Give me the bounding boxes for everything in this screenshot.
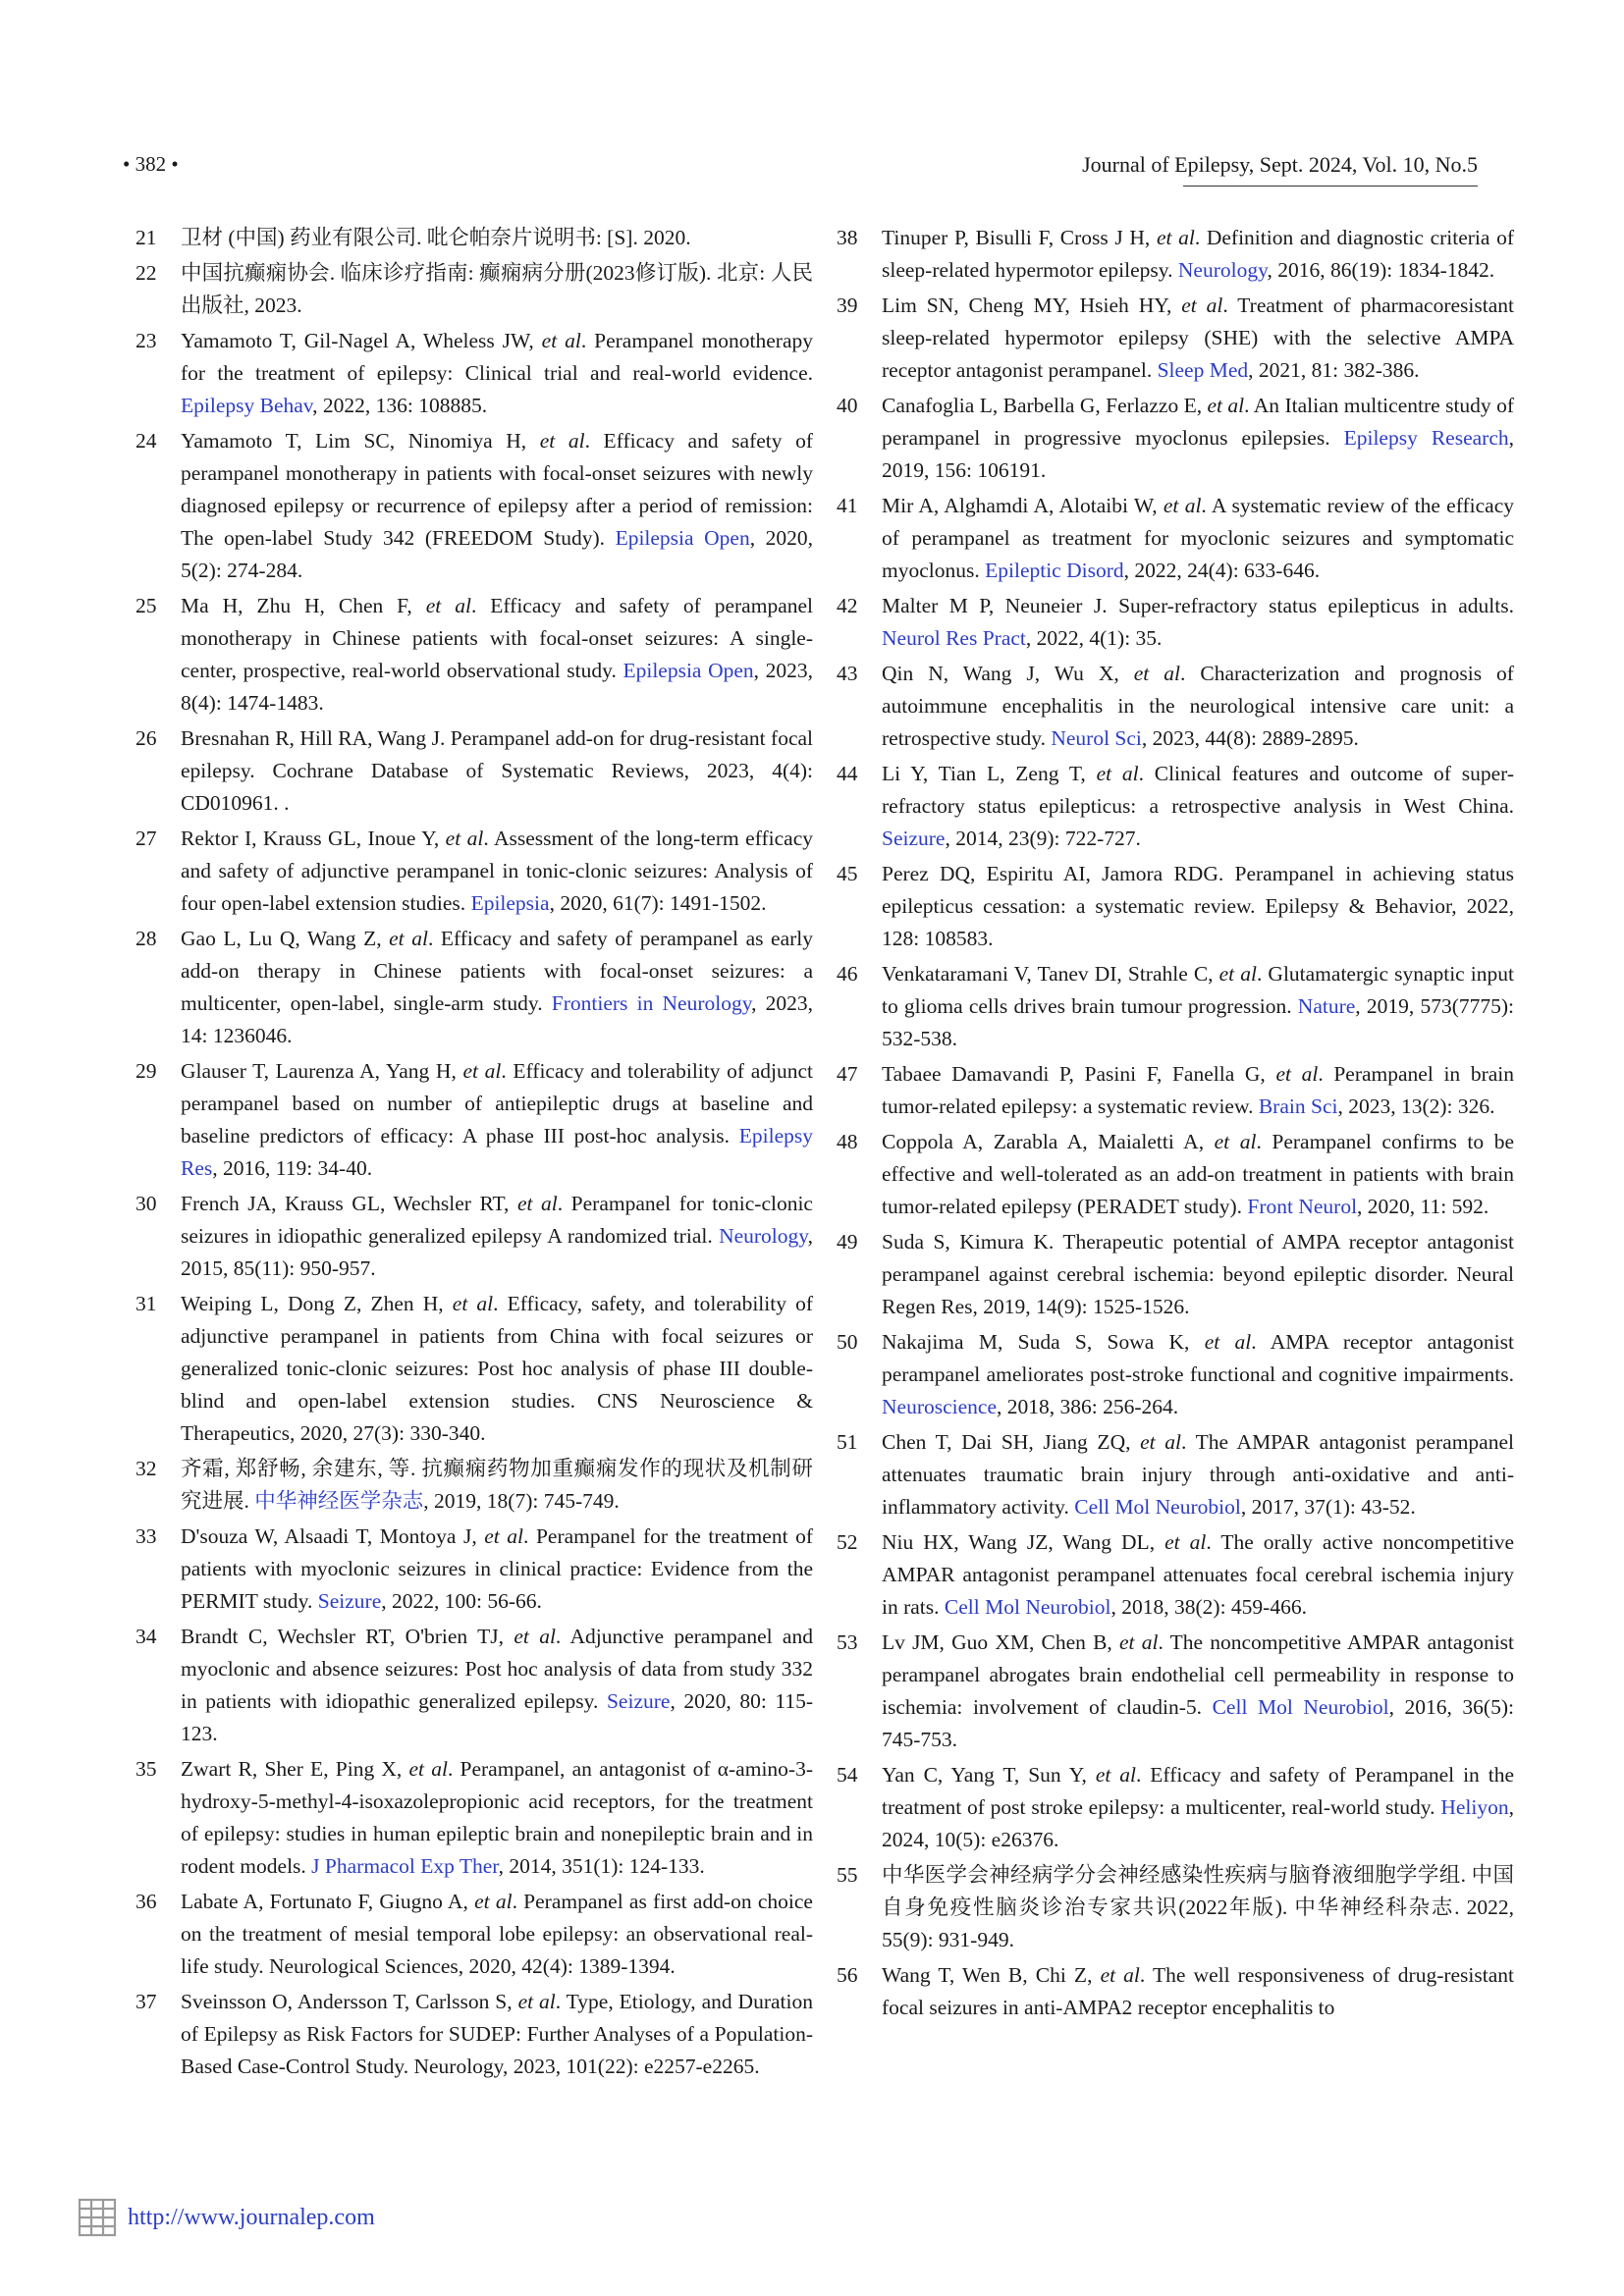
reference-number: 50 bbox=[837, 1330, 858, 1354]
reference-item bbox=[837, 390, 1514, 487]
reference-text-segment: . The noncompetitive AMPAR antagonist perampanel abrogates brain endothelial cell permeability in response to ischemia: involvement of claudin-5. bbox=[882, 1630, 1515, 1719]
reference-item bbox=[135, 1188, 813, 1285]
reference-text bbox=[181, 1521, 813, 1618]
reference-text bbox=[181, 823, 813, 920]
reference-text bbox=[882, 1627, 1514, 1756]
reference-text-segment: Brandt C, Wechsler RT, O'brien TJ, bbox=[181, 1625, 514, 1648]
reference-text-segment: , 2023, 14: 1236046. bbox=[181, 991, 813, 1047]
journal-citation: Journal of Epilepsy, Sept. 2024, Vol. 10, No.5 bbox=[1082, 152, 1478, 177]
header-rule bbox=[1183, 186, 1478, 187]
journal-link[interactable]: Front Neurol bbox=[1247, 1195, 1358, 1218]
journal-link[interactable]: Seizure bbox=[606, 1689, 671, 1713]
reference-text-segment: Weiping L, Dong Z, Zhen H, bbox=[181, 1292, 453, 1315]
reference-item bbox=[837, 1326, 1514, 1423]
reference-text-segment: Niu HX, Wang JZ, Wang DL, bbox=[882, 1530, 1165, 1554]
reference-text-segment: , 2023, 13(2): 326. bbox=[1337, 1095, 1495, 1118]
reference-text-segment: Venkataramani V, Tanev DI, Strahle C, bbox=[882, 962, 1219, 986]
reference-text-segment: . Definition and diagnostic criteria of sleep-related hypermotor epilepsy. bbox=[882, 226, 1514, 282]
reference-text-segment: . Efficacy and safety of perampanel monotherapy in patients with focal-onset seizures with newly diagnosed epilepsy or recurrence of epilepsy after a period of remission: The open-label Study 342 (FREEDOM Study). bbox=[181, 429, 813, 550]
reference-number: 42 bbox=[837, 594, 858, 617]
reference-text-segment: 齐霜, 郑舒畅, 余建东, 等. 抗癫痫药物加重癫痫发作的现状及机制研究进展. bbox=[181, 1457, 813, 1513]
reference-item bbox=[837, 1126, 1514, 1223]
reference-number: 24 bbox=[135, 429, 157, 453]
et-al-italic: et al bbox=[1181, 294, 1223, 317]
reference-text-segment: , 2021, 81: 382-386. bbox=[1248, 358, 1420, 382]
reference-text-segment: Mir A, Alghamdi A, Alotaibi W, bbox=[882, 494, 1164, 517]
et-al-italic: et al bbox=[445, 827, 484, 850]
journal-link[interactable]: Neurology bbox=[1177, 258, 1268, 282]
reference-text-segment: . The AMPAR antagonist perampanel attenuates traumatic brain injury through anti-oxidative and anti-inflammatory activity. bbox=[882, 1430, 1514, 1519]
reference-text-segment: . Glutamatergic synaptic input to glioma cells drives brain tumour progression. bbox=[882, 962, 1515, 1018]
reference-text-segment: . Adjunctive perampanel and myoclonic and absence seizures: Post hoc analysis of data from study 332 in patients with idiopathic generalized epilepsy. bbox=[181, 1625, 813, 1713]
reference-item bbox=[837, 758, 1514, 855]
et-al-italic: et al bbox=[1096, 762, 1139, 785]
et-al-italic: et al bbox=[516, 1192, 558, 1215]
reference-item bbox=[837, 1859, 1514, 1956]
reference-text bbox=[181, 257, 813, 322]
reference-number: 41 bbox=[837, 494, 858, 517]
et-al-italic: et al bbox=[1275, 1062, 1319, 1086]
reference-text bbox=[882, 1226, 1514, 1323]
journal-link[interactable]: Cell Mol Neurobiol bbox=[944, 1595, 1111, 1619]
reference-text-segment: , 2016, 86(19): 1834-1842. bbox=[1267, 258, 1495, 282]
journal-link[interactable]: Epilepsia Open bbox=[615, 526, 750, 550]
reference-text bbox=[882, 958, 1514, 1055]
reference-number: 39 bbox=[837, 294, 858, 317]
reference-text-segment: Wang T, Wen B, Chi Z, bbox=[882, 1963, 1101, 1987]
reference-item bbox=[837, 958, 1514, 1055]
reference-text-segment: , 2018, 386: 256-264. bbox=[997, 1395, 1179, 1418]
reference-item bbox=[837, 1226, 1514, 1323]
reference-text-segment: Glauser T, Laurenza A, Yang H, bbox=[181, 1059, 463, 1083]
reference-text-segment: Labate A, Fortunato F, Giugno A, bbox=[181, 1890, 475, 1913]
reference-text-segment: , 2023, 8(4): 1474-1483. bbox=[181, 659, 814, 715]
reference-number: 26 bbox=[135, 726, 157, 750]
reference-text-segment: . Perampanel in brain tumor-related epilepsy: a systematic review. bbox=[882, 1062, 1515, 1118]
reference-text-segment: . Perampanel for the treatment of patients with myoclonic seizures in clinical practice: Evidence from the PERMIT study. bbox=[181, 1524, 813, 1613]
et-al-italic: et al bbox=[462, 1059, 502, 1083]
reference-text-segment: Coppola A, Zarabla A, Maialetti A, bbox=[882, 1130, 1215, 1153]
reference-number: 32 bbox=[135, 1457, 157, 1480]
reference-item bbox=[135, 923, 813, 1052]
reference-text-segment: Malter M P, Neuneier J. Super-refractory status epilepticus in adults. bbox=[882, 594, 1514, 617]
reference-text bbox=[882, 390, 1514, 487]
journal-link[interactable]: Epileptic Disord bbox=[985, 559, 1124, 582]
et-al-italic: et al bbox=[1164, 1530, 1207, 1554]
journal-link[interactable]: Frontiers in Neurology bbox=[551, 991, 752, 1015]
et-al-italic: et al bbox=[1218, 962, 1257, 986]
et-al-italic: et al bbox=[1119, 1630, 1159, 1654]
reference-text-segment: D'souza W, Alsaadi T, Montoya J, bbox=[181, 1524, 485, 1548]
reference-number: 43 bbox=[837, 662, 858, 685]
reference-text-segment: , 2019, 573(7775): 532-538. bbox=[882, 994, 1514, 1050]
reference-number: 29 bbox=[135, 1059, 157, 1083]
reference-text-segment: , 2016, 36(5): 745-753. bbox=[882, 1695, 1514, 1751]
reference-text-segment: 中国抗癫痫协会. 临床诊疗指南: 癫痫病分册(2023修订版). 北京: 人民出版社, 2023. bbox=[181, 261, 813, 317]
et-al-italic: et al bbox=[484, 1524, 524, 1548]
journal-url-link[interactable]: http://www.journalep.com bbox=[128, 2205, 375, 2230]
reference-number: 56 bbox=[837, 1963, 858, 1987]
et-al-italic: et al bbox=[1214, 1130, 1257, 1153]
reference-text-segment: , 2018, 38(2): 459-466. bbox=[1110, 1595, 1307, 1619]
reference-text-segment: French JA, Krauss GL, Wechsler RT, bbox=[181, 1192, 517, 1215]
reference-item bbox=[135, 257, 813, 322]
journal-link[interactable]: Nature bbox=[1297, 994, 1356, 1018]
reference-item bbox=[135, 1886, 813, 1983]
reference-text-segment: Lv JM, Guo XM, Chen B, bbox=[882, 1630, 1119, 1654]
reference-text-segment: Rektor I, Krauss GL, Inoue Y, bbox=[181, 827, 446, 850]
reference-text bbox=[882, 1058, 1514, 1123]
reference-item bbox=[837, 222, 1514, 287]
journal-link[interactable]: Sleep Med bbox=[1157, 358, 1249, 382]
reference-item bbox=[837, 1627, 1514, 1756]
journal-link[interactable]: Epilepsia bbox=[470, 891, 550, 915]
reference-item bbox=[837, 658, 1514, 755]
et-al-italic: et al bbox=[1207, 394, 1245, 417]
reference-text-segment: , 2020, 80: 115-123. bbox=[181, 1689, 814, 1745]
reference-text-segment: Lim SN, Cheng MY, Hsieh HY, bbox=[882, 294, 1182, 317]
et-al-italic: et al bbox=[1140, 1430, 1182, 1454]
reference-item bbox=[837, 490, 1514, 587]
reference-text-segment: . Perampanel for tonic-clonic seizures in idiopathic generalized epilepsy A randomized trial. bbox=[181, 1192, 813, 1248]
reference-item bbox=[135, 1621, 813, 1750]
journal-link[interactable]: Heliyon bbox=[1440, 1795, 1509, 1819]
reference-number: 47 bbox=[837, 1062, 858, 1086]
reference-text-segment: Yamamoto T, Gil-Nagel A, Wheless JW, bbox=[181, 329, 542, 352]
reference-item bbox=[135, 1055, 813, 1185]
reference-text-segment: . An Italian multicentre study of perampanel in progressive myoclonus epilepsies. bbox=[882, 394, 1514, 450]
reference-text bbox=[181, 1055, 813, 1185]
reference-text bbox=[181, 425, 813, 587]
et-al-italic: et al bbox=[539, 429, 585, 453]
reference-text bbox=[882, 590, 1514, 655]
reference-text-segment: , 2022, 136: 108885. bbox=[312, 394, 488, 417]
reference-text-segment: Tinuper P, Bisulli F, Cross J H, bbox=[882, 226, 1157, 249]
reference-text-segment: . Perampanel monotherapy for the treatment of epilepsy: Clinical trial and real-world evidence. bbox=[181, 329, 813, 385]
reference-text-segment: 卫材 (中国) 药业有限公司. 吡仑帕奈片说明书: [S]. 2020. bbox=[181, 226, 691, 249]
reference-text-segment: , 2024, 10(5): e26376. bbox=[882, 1795, 1514, 1851]
reference-text-segment: , 2020, 11: 592. bbox=[1357, 1195, 1489, 1218]
reference-text-segment: , 2022, 4(1): 35. bbox=[1025, 626, 1163, 650]
reference-text-segment: Perez DQ, Espiritu AI, Jamora RDG. Perampanel in achieving status epilepticus cessation: a systematic review. Epilepsy & Behavior, 2022, 128: 108583. bbox=[882, 862, 1514, 950]
reference-text-segment: , 2020, 5(2): 274-284. bbox=[181, 526, 814, 582]
reference-text bbox=[181, 1886, 813, 1983]
journal-link[interactable]: Epilepsy Behav bbox=[181, 394, 313, 417]
reference-text-segment: Bresnahan R, Hill RA, Wang J. Perampanel add-on for drug-resistant focal epilepsy. Cochrane Database of Systematic Reviews, 2023, 4(4): CD010961. . bbox=[181, 726, 813, 815]
reference-text-segment: . Efficacy and safety of perampanel as early add-on therapy in Chinese patients with focal-onset seizures: a multicenter, open-label, single-arm study. bbox=[181, 927, 813, 1015]
reference-text-segment: , 2017, 37(1): 43-52. bbox=[1240, 1495, 1416, 1519]
journal-link[interactable]: Seizure bbox=[882, 827, 946, 850]
journal-link[interactable]: Epilepsy Research bbox=[1343, 426, 1509, 450]
reference-text bbox=[882, 490, 1514, 587]
page-number: • 382 • bbox=[123, 152, 179, 176]
journal-link[interactable]: Epilepsia Open bbox=[623, 659, 754, 682]
reference-text bbox=[181, 1753, 813, 1883]
journal-link[interactable]: Neurology bbox=[719, 1224, 808, 1248]
et-al-italic: et al bbox=[408, 1757, 448, 1781]
reference-text-segment: . Clinical features and outcome of super-refractory status epilepticus: a retrospective analysis in West China. bbox=[882, 762, 1514, 818]
reference-number: 52 bbox=[837, 1530, 858, 1554]
reference-item bbox=[135, 1986, 813, 2083]
reference-text bbox=[181, 722, 813, 820]
reference-text-segment: . AMPA receptor antagonist perampanel ameliorates post-stroke functional and cognitive impairments. bbox=[882, 1330, 1514, 1386]
journal-link[interactable]: 中华神经医学杂志 bbox=[254, 1489, 424, 1513]
reference-text-segment: Tabaee Damavandi P, Pasini F, Fanella G, bbox=[882, 1062, 1276, 1086]
reference-text-segment: , 2019, 18(7): 745-749. bbox=[423, 1489, 620, 1513]
reference-text-segment: . Efficacy, safety, and tolerability of adjunctive perampanel in patients from China with focal seizures or generalized tonic-clonic seizures: Post hoc analysis of phase III double-blind and open-label extension studies. CNS Neuroscience & Therapeutics, 2020, 27(3): 330-340. bbox=[181, 1292, 813, 1445]
reference-item bbox=[135, 1521, 813, 1618]
reference-text-segment: . Treatment of pharmacoresistant sleep-related hypermotor epilepsy (SHE) with the selective AMPA receptor antagonist perampanel. bbox=[882, 294, 1514, 382]
reference-item bbox=[837, 858, 1514, 955]
reference-number: 23 bbox=[135, 329, 157, 352]
reference-item bbox=[135, 222, 813, 254]
reference-number: 37 bbox=[135, 1990, 157, 2013]
reference-number: 28 bbox=[135, 927, 157, 950]
et-al-italic: et al bbox=[1133, 662, 1180, 685]
journal-link[interactable]: J Pharmacol Exp Ther bbox=[311, 1854, 499, 1878]
reference-text bbox=[181, 1288, 813, 1450]
reference-text-segment: Yamamoto T, Lim SC, Ninomiya H, bbox=[181, 429, 540, 453]
reference-text-segment: Li Y, Tian L, Zeng T, bbox=[882, 762, 1097, 785]
et-al-italic: et al bbox=[541, 329, 581, 352]
et-al-italic: et al bbox=[474, 1890, 513, 1913]
reference-number: 55 bbox=[837, 1863, 858, 1887]
reference-text bbox=[882, 1859, 1514, 1956]
reference-text bbox=[181, 1986, 813, 2083]
reference-number: 54 bbox=[837, 1763, 858, 1787]
et-al-italic: et al bbox=[1095, 1763, 1136, 1787]
reference-item bbox=[135, 1288, 813, 1450]
reference-text-segment: . Assessment of the long-term efficacy and safety of adjunctive perampanel in tonic-clonic seizures: Analysis of four open-label extension studies. bbox=[181, 827, 813, 915]
reference-number: 48 bbox=[837, 1130, 858, 1153]
reference-text bbox=[882, 1126, 1514, 1223]
reference-text-segment: . Characterization and prognosis of autoimmune encephalitis in the neurological intensive care unit: a retrospective study. bbox=[882, 662, 1514, 750]
reference-item bbox=[837, 1526, 1514, 1624]
reference-column-left bbox=[135, 222, 813, 2086]
reference-item bbox=[135, 1753, 813, 1883]
et-al-italic: et al bbox=[514, 1625, 556, 1648]
reference-number: 27 bbox=[135, 827, 157, 850]
reference-text-segment: . Perampanel as first add-on choice on the treatment of mesial temporal lobe epilepsy: an observational real-life study. Neurological Sciences, 2020, 42(4): 1389-1394. bbox=[181, 1890, 813, 1978]
reference-text-segment: , 2022, 100: 56-66. bbox=[381, 1589, 542, 1613]
journal-link[interactable]: Neuroscience bbox=[882, 1395, 997, 1418]
et-al-italic: et al bbox=[1163, 494, 1202, 517]
reference-item bbox=[135, 425, 813, 587]
reference-text bbox=[882, 290, 1514, 387]
reference-item bbox=[135, 823, 813, 920]
reference-text bbox=[181, 590, 813, 720]
reference-text-segment: 中华医学会神经病学分会神经感染性疾病与脑脊液细胞学学组. 中国自身免疫性脑炎诊治专家共识(2022年版). 中华神经科杂志. 2022, 55(9): 931-949. bbox=[882, 1863, 1514, 1951]
reference-text-segment: . The orally active noncompetitive AMPAR antagonist perampanel attenuates focal cerebral ischemia injury in rats. bbox=[882, 1530, 1514, 1619]
reference-text bbox=[181, 1188, 813, 1285]
journal-link[interactable]: Neurol Sci bbox=[1051, 726, 1142, 750]
reference-text-segment: . Efficacy and safety of Perampanel in the treatment of post stroke epilepsy: a multicenter, real-world study. bbox=[882, 1763, 1514, 1819]
reference-number: 40 bbox=[837, 394, 858, 417]
reference-item bbox=[135, 722, 813, 820]
reference-text bbox=[181, 222, 813, 254]
reference-number: 49 bbox=[837, 1230, 858, 1254]
reference-item bbox=[837, 1058, 1514, 1123]
reference-number: 53 bbox=[837, 1630, 858, 1654]
reference-text-segment: Yan C, Yang T, Sun Y, bbox=[882, 1763, 1096, 1787]
reference-number: 51 bbox=[837, 1430, 858, 1454]
reference-text-segment: . Perampanel confirms to be effective and well-tolerated as an add-on treatment in patients with brain tumor-related epilepsy (PERADET study). bbox=[882, 1130, 1514, 1218]
et-al-italic: et al bbox=[517, 1990, 556, 2013]
reference-text-segment: . A systematic review of the efficacy of perampanel as treatment for myoclonic seizures and symptomatic myoclonus. bbox=[882, 494, 1514, 582]
reference-text bbox=[882, 1326, 1514, 1423]
reference-text-segment: , 2023, 44(8): 2889-2895. bbox=[1141, 726, 1359, 750]
reference-item bbox=[837, 1959, 1514, 2024]
reference-text bbox=[181, 325, 813, 422]
et-al-italic: et al bbox=[389, 927, 428, 950]
reference-text bbox=[181, 1453, 813, 1518]
reference-item bbox=[837, 1759, 1514, 1856]
reference-number: 46 bbox=[837, 962, 858, 986]
reference-number: 34 bbox=[135, 1625, 157, 1648]
journal-logo-icon bbox=[77, 2197, 118, 2238]
reference-number: 31 bbox=[135, 1292, 157, 1315]
journal-link[interactable]: Brain Sci bbox=[1258, 1095, 1338, 1118]
journal-link[interactable]: Cell Mol Neurobiol bbox=[1074, 1495, 1241, 1519]
journal-link[interactable]: Epilepsy Res bbox=[181, 1124, 813, 1180]
et-al-italic: et al bbox=[425, 594, 471, 617]
reference-item bbox=[837, 1426, 1514, 1523]
reference-text-segment: , 2014, 351(1): 124-133. bbox=[498, 1854, 705, 1878]
reference-text bbox=[882, 1526, 1514, 1624]
reference-number: 33 bbox=[135, 1524, 157, 1548]
reference-text-segment: Qin N, Wang J, Wu X, bbox=[882, 662, 1134, 685]
reference-number: 35 bbox=[135, 1757, 157, 1781]
reference-text-segment: . Efficacy and safety of perampanel monotherapy in Chinese patients with focal-onset seizures: A single-center, prospective, real-world observational study. bbox=[181, 594, 814, 682]
reference-text-segment: . Type, Etiology, and Duration of Epilepsy as Risk Factors for SUDEP: Further Analyses of a Population-Based Case-Control Study. Neurology, 2023, 101(22): e2257-e2265. bbox=[181, 1990, 813, 2078]
reference-number: 30 bbox=[135, 1192, 157, 1215]
reference-item bbox=[135, 590, 813, 720]
reference-text bbox=[882, 858, 1514, 955]
reference-text bbox=[181, 923, 813, 1052]
reference-number: 25 bbox=[135, 594, 157, 617]
reference-text bbox=[882, 1426, 1514, 1523]
reference-column-right bbox=[837, 222, 1514, 2027]
reference-text-segment: Nakajima M, Suda S, Sowa K, bbox=[882, 1330, 1205, 1354]
reference-text-segment: Sveinsson O, Andersson T, Carlsson S, bbox=[181, 1990, 518, 2013]
reference-number: 22 bbox=[135, 261, 157, 285]
et-al-italic: et al bbox=[1156, 226, 1195, 249]
reference-text-segment: Canafoglia L, Barbella G, Ferlazzo E, bbox=[882, 394, 1208, 417]
page-header bbox=[123, 152, 1478, 187]
reference-text bbox=[882, 222, 1514, 287]
journal-link[interactable]: Seizure bbox=[317, 1589, 382, 1613]
reference-number: 45 bbox=[837, 862, 858, 885]
reference-text-segment: Ma H, Zhu H, Chen F, bbox=[181, 594, 426, 617]
reference-item bbox=[837, 290, 1514, 387]
reference-text bbox=[882, 1759, 1514, 1856]
reference-text-segment: , 2019, 156: 106191. bbox=[882, 426, 1514, 482]
reference-text-segment: . Perampanel, an antagonist of α-amino-3-hydroxy-5-methyl-4-isoxazolepropionic acid receptors, for the treatment of epilepsy: studies in human epileptic brain and nonepileptic brain and in rodent models. bbox=[181, 1757, 813, 1878]
et-al-italic: et al bbox=[1204, 1330, 1252, 1354]
reference-number: 38 bbox=[837, 226, 858, 249]
reference-number: 21 bbox=[135, 226, 157, 249]
reference-number: 44 bbox=[837, 762, 858, 785]
reference-text-segment: , 2016, 119: 34-40. bbox=[212, 1156, 373, 1180]
reference-item bbox=[135, 325, 813, 422]
et-al-italic: et al bbox=[452, 1292, 494, 1315]
reference-number: 36 bbox=[135, 1890, 157, 1913]
reference-text-segment: , 2014, 23(9): 722-727. bbox=[945, 827, 1141, 850]
reference-text bbox=[882, 1959, 1514, 2024]
reference-item bbox=[135, 1453, 813, 1518]
reference-text-segment: . The well responsiveness of drug-resistant focal seizures in anti-AMPA2 receptor encephalitis to bbox=[882, 1963, 1514, 2019]
reference-text-segment: . Efficacy and tolerability of adjunct perampanel based on number of antiepileptic drugs at baseline and baseline predictors of efficacy: A phase III post-hoc analysis. bbox=[181, 1059, 813, 1148]
reference-text bbox=[882, 658, 1514, 755]
reference-text bbox=[882, 758, 1514, 855]
reference-text-segment: Suda S, Kimura K. Therapeutic potential of AMPA receptor antagonist perampanel against cerebral ischemia: beyond epileptic disorder. Neural Regen Res, 2019, 14(9): 1525-1526. bbox=[882, 1230, 1514, 1318]
reference-text-segment: Gao L, Lu Q, Wang Z, bbox=[181, 927, 390, 950]
reference-item bbox=[837, 590, 1514, 655]
reference-text-segment: , 2015, 85(11): 950-957. bbox=[181, 1224, 813, 1280]
journal-link[interactable]: Cell Mol Neurobiol bbox=[1212, 1695, 1389, 1719]
reference-text-segment: , 2020, 61(7): 1491-1502. bbox=[549, 891, 767, 915]
reference-text-segment: Zwart R, Sher E, Ping X, bbox=[181, 1757, 409, 1781]
reference-text-segment: Chen T, Dai SH, Jiang ZQ, bbox=[882, 1430, 1141, 1454]
reference-text bbox=[181, 1621, 813, 1750]
et-al-italic: et al bbox=[1100, 1963, 1140, 1987]
reference-text-segment: , 2022, 24(4): 633-646. bbox=[1123, 559, 1321, 582]
journal-link[interactable]: Neurol Res Pract bbox=[882, 626, 1026, 650]
